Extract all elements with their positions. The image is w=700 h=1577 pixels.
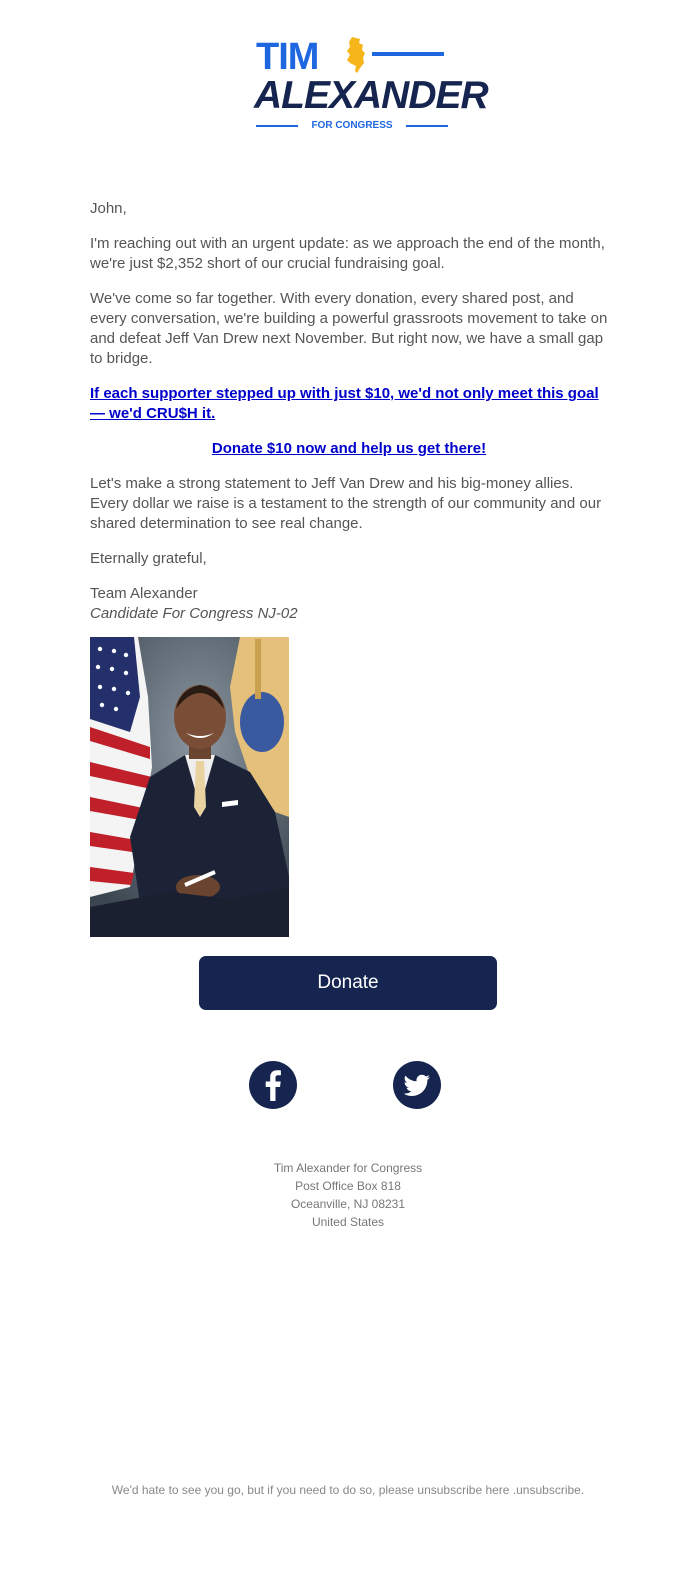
supporter-pitch [90, 384, 608, 424]
donate-ten-link[interactable]: Donate $10 now and help us get there! [211, 440, 487, 457]
closing: Eternally grateful, [90, 550, 207, 567]
new-jersey-state-icon [344, 36, 368, 74]
candidate-photo [90, 637, 289, 937]
facebook-icon [249, 1061, 297, 1109]
logo-accent-bar [372, 52, 444, 56]
logo-divider-left [256, 125, 298, 127]
signature [90, 584, 608, 624]
donate-ten-row [90, 439, 608, 459]
unsubscribe-link[interactable]: We'd hate to see you go, but if you need to do so, please unsubscribe here .unsubscribe. [111, 1483, 585, 1497]
paragraph-urgent-update: I'm reaching out with an urgent update: as we approach the end of the month, we're just $2,352 short of our crucial fundraising goal. [90, 235, 605, 272]
twitter-button[interactable] [393, 1061, 441, 1109]
signature-name: Team Alexander [90, 585, 198, 602]
address-line: United States [311, 1215, 385, 1229]
logo-subtitle-row [256, 119, 448, 133]
address-line: Post Office Box 818 [295, 1179, 401, 1193]
address-line: Oceanville, NJ 08231 [290, 1197, 406, 1211]
greeting: John, [90, 200, 127, 217]
email-body [90, 199, 608, 624]
logo-divider-right [406, 125, 448, 127]
address-line: Tim Alexander for Congress [273, 1161, 423, 1175]
twitter-icon [393, 1061, 441, 1109]
campaign-logo [252, 34, 488, 134]
paragraph-statement: Let's make a strong statement to Jeff Van Drew and his big-money allies. Every dollar we raise is a testament to the strength of our community and our shared determination to see real change. [90, 475, 602, 532]
candidate-portrait-image [90, 637, 289, 937]
donate-button[interactable]: Donate [199, 956, 497, 1010]
paragraph-grassroots: We've come so far together. With every donation, every shared post, and every conversation, we're building a powerful grassroots movement to take on and defeat Jeff Van Drew next November. But right now, we have a small gap to bridge. [90, 290, 608, 367]
logo-first-name: TIM [256, 36, 319, 78]
unsubscribe-footer [0, 1482, 696, 1498]
signature-title: Candidate For Congress NJ-02 [90, 605, 298, 622]
supporter-pitch-link[interactable]: If each supporter stepped up with just $10, we'd not only meet this goal — we'd CRU$H it. [90, 385, 599, 422]
logo-last-name: ALEXANDER [254, 74, 488, 117]
facebook-button[interactable] [249, 1061, 297, 1109]
footer-address [0, 1159, 696, 1231]
logo-subtitle: FOR CONGRESS [311, 120, 393, 131]
